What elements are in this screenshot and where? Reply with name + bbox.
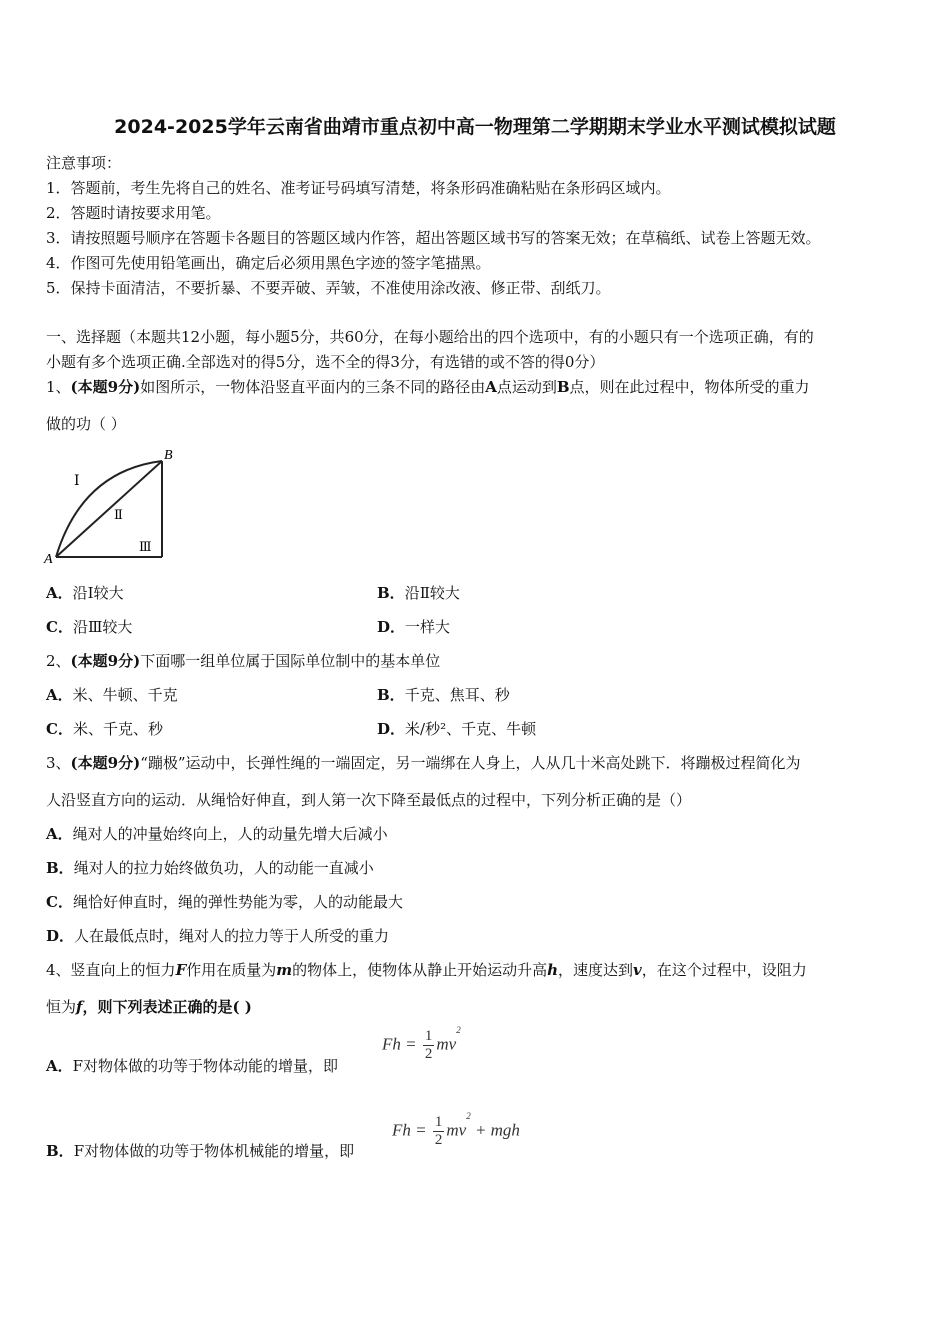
option-b[interactable] bbox=[377, 582, 460, 603]
option-text: 米、牛顿、千克 bbox=[72, 686, 178, 704]
option-key: A． bbox=[46, 1057, 73, 1075]
option-text: 绳恰好伸直时，绳的弹性势能为零，人的动能最大 bbox=[72, 893, 403, 911]
option-a[interactable] bbox=[46, 582, 124, 603]
option-key: C． bbox=[46, 720, 73, 738]
option-key: B． bbox=[377, 584, 405, 602]
label-path-1: Ⅰ bbox=[74, 474, 80, 489]
option-text: F对物体做的功等于物体机械能的增量，即 bbox=[73, 1142, 355, 1160]
question-points: (本题9分) bbox=[70, 378, 141, 396]
option-text: 一样大 bbox=[405, 618, 451, 636]
question-number: 1、 bbox=[46, 378, 71, 396]
denominator: 2 bbox=[434, 1132, 443, 1148]
option-text: 沿Ⅱ较大 bbox=[404, 584, 460, 602]
question-points: (本题9分) bbox=[70, 652, 141, 670]
formula-lhs: Fh = bbox=[382, 1034, 417, 1054]
formula-rhs: mv bbox=[446, 1120, 467, 1140]
exponent: 2 bbox=[466, 1111, 471, 1121]
option-d[interactable] bbox=[377, 718, 536, 739]
option-text: 米、千克、秒 bbox=[72, 720, 163, 738]
label-a: A bbox=[44, 552, 53, 567]
note-item: 1．答题前，考生先将自己的姓名、准考证号码填写清楚，将条形码准确粘贴在条形码区域内。 bbox=[46, 179, 671, 197]
question-text: 恒为 bbox=[46, 998, 77, 1016]
section-intro-line: 一、选择题（本题共12小题，每小题5分，共60分，在每小题给出的四个选项中，有的小题只有一个选项正确，有的 bbox=[46, 328, 814, 346]
point-b: B bbox=[556, 378, 570, 396]
symbol-f-lower: f bbox=[76, 998, 83, 1016]
path-diagram bbox=[38, 445, 183, 567]
formula-tail: + mgh bbox=[474, 1120, 520, 1140]
option-key: D． bbox=[46, 927, 75, 945]
numerator: 1 bbox=[434, 1114, 443, 1130]
question-4-stem bbox=[46, 959, 807, 980]
option-key: B． bbox=[46, 859, 74, 877]
option-key: A． bbox=[46, 584, 73, 602]
formula-rhs: mv bbox=[436, 1034, 457, 1054]
option-text: F对物体做的功等于物体动能的增量，即 bbox=[72, 1057, 339, 1075]
page-title: 2024-2025学年云南省曲靖市重点初中高一物理第二学期期末学业水平测试模拟试题 bbox=[114, 116, 836, 138]
option-key: B． bbox=[46, 1142, 74, 1160]
formula-lhs: Fh = bbox=[392, 1120, 427, 1140]
question-3-stem-cont: 人沿竖直方向的运动．从绳恰好伸直，到人第一次下降至最低点的过程中，下列分析正确的是（） bbox=[46, 791, 692, 809]
option-text: 沿Ⅲ较大 bbox=[72, 618, 133, 636]
option-b[interactable] bbox=[46, 1140, 354, 1161]
option-b[interactable] bbox=[377, 684, 510, 705]
question-number: 4、 bbox=[46, 961, 71, 979]
question-text: ，在这个过程中，设阻力 bbox=[641, 961, 807, 979]
fraction bbox=[433, 1114, 445, 1149]
symbol-m: m bbox=[276, 961, 293, 979]
question-2-stem bbox=[46, 650, 440, 671]
option-c[interactable] bbox=[46, 891, 403, 912]
option-a[interactable] bbox=[46, 684, 178, 705]
question-text: 作用在质量为 bbox=[186, 961, 277, 979]
label-b: B bbox=[164, 448, 173, 463]
option-text: 沿Ⅰ较大 bbox=[72, 584, 124, 602]
question-text: ，速度达到 bbox=[558, 961, 634, 979]
numerator: 1 bbox=[424, 1028, 433, 1044]
question-number: 3、 bbox=[46, 754, 71, 772]
exponent: 2 bbox=[456, 1025, 461, 1035]
option-c[interactable] bbox=[46, 616, 132, 637]
question-number: 2、 bbox=[46, 652, 71, 670]
notes-heading: 注意事项： bbox=[46, 154, 122, 172]
point-a: A bbox=[485, 378, 497, 396]
note-item: 5．保持卡面清洁，不要折暴、不要弄破、弄皱，不准使用涂改液、修正带、刮纸刀。 bbox=[46, 279, 611, 297]
option-d[interactable] bbox=[377, 616, 450, 637]
question-text: “蹦极”运动中，长弹性绳的一端固定，另一端绑在人身上，人从几十米高处跳下．将蹦极过程简化为 bbox=[140, 754, 801, 772]
question-text: 如图所示，一物体沿竖直平面内的三条不同的路径由 bbox=[140, 378, 486, 396]
question-text: 竖直向上的恒力 bbox=[70, 961, 176, 979]
note-item: 2．答题时请按要求用笔。 bbox=[46, 204, 221, 222]
option-a[interactable] bbox=[46, 823, 388, 844]
note-item: 4．作图可先使用铅笔画出，确定后必须用黑色字迹的签字笔描黑。 bbox=[46, 254, 491, 272]
label-path-3: Ⅲ bbox=[139, 539, 152, 554]
option-text: 米/秒²、千克、牛顿 bbox=[405, 720, 537, 738]
option-b[interactable] bbox=[46, 857, 374, 878]
option-text: 千克、焦耳、秒 bbox=[404, 686, 510, 704]
label-path-2: Ⅱ bbox=[114, 507, 123, 522]
question-1-stem bbox=[46, 376, 810, 397]
option-a[interactable] bbox=[46, 1055, 338, 1076]
option-key: A． bbox=[46, 825, 73, 843]
symbol-h: h bbox=[547, 961, 559, 979]
question-text: ，则下列表述正确的是( ) bbox=[82, 998, 252, 1016]
question-1-stem-cont: 做的功（ ） bbox=[46, 415, 126, 433]
option-key: D． bbox=[377, 720, 406, 738]
question-text: 点，则在此过程中，物体所受的重力 bbox=[569, 378, 810, 396]
option-text: 绳对人的冲量始终向上，人的动量先增大后减小 bbox=[72, 825, 388, 843]
denominator: 2 bbox=[424, 1046, 433, 1062]
symbol-f: F bbox=[175, 961, 187, 979]
option-key: C． bbox=[46, 893, 73, 911]
question-3-stem bbox=[46, 752, 801, 773]
option-key: B． bbox=[377, 686, 405, 704]
option-d[interactable] bbox=[46, 925, 389, 946]
question-text: 下面哪一组单位属于国际单位制中的基本单位 bbox=[140, 652, 441, 670]
option-key: A． bbox=[46, 686, 73, 704]
option-key: D． bbox=[377, 618, 406, 636]
question-points: (本题9分) bbox=[70, 754, 141, 772]
section-intro-line: 小题有多个选项正确.全部选对的得5分，选不全的得3分，有选错的或不答的得0分） bbox=[46, 353, 605, 371]
option-c[interactable] bbox=[46, 718, 163, 739]
formula-a bbox=[382, 1025, 461, 1063]
question-4-stem-cont bbox=[46, 996, 252, 1017]
option-text: 人在最低点时，绳对人的拉力等于人所受的重力 bbox=[74, 927, 390, 945]
note-item: 3．请按照题号顺序在答题卡各题目的答题区域内作答，超出答题区域书写的答案无效；在草稿纸、试卷上答题无效。 bbox=[46, 229, 821, 247]
option-text: 绳对人的拉力始终做负功，人的动能一直减小 bbox=[73, 859, 374, 877]
symbol-v: v bbox=[633, 961, 642, 979]
question-text: 点运动到 bbox=[496, 378, 557, 396]
option-key: C． bbox=[46, 618, 73, 636]
fraction bbox=[423, 1028, 435, 1063]
question-text: 的物体上，使物体从静止开始运动升高 bbox=[292, 961, 548, 979]
formula-b bbox=[392, 1111, 520, 1149]
